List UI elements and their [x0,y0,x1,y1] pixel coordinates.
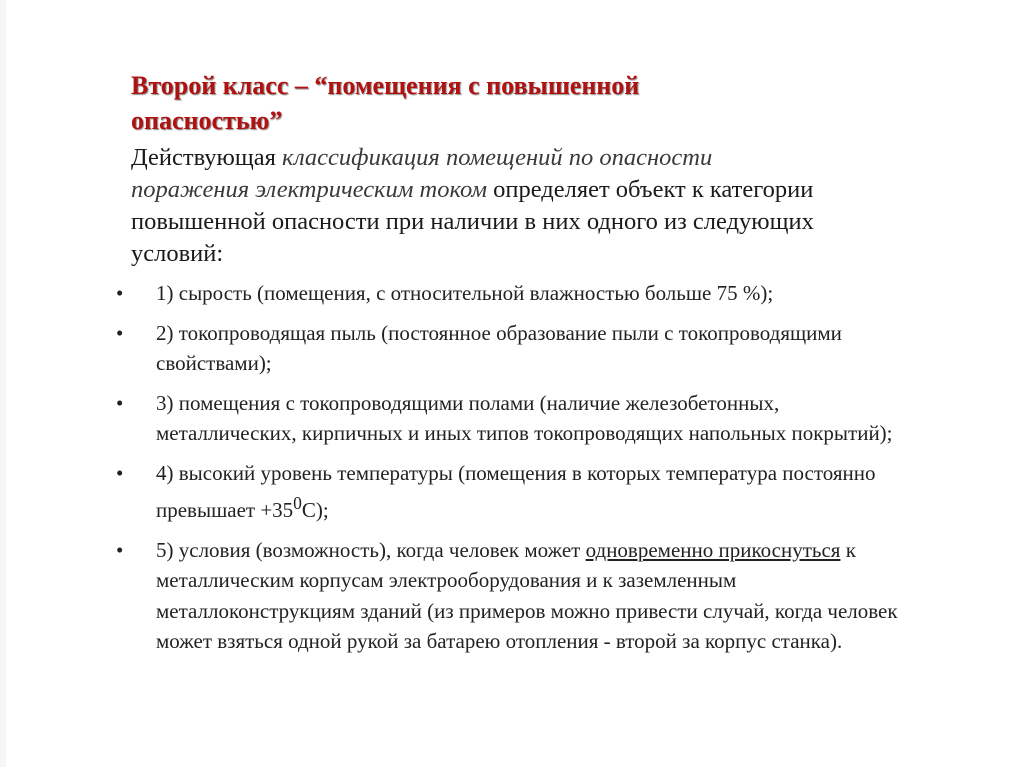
bullet-icon: • [116,460,124,485]
intro-paragraph [131,142,891,270]
bullet-icon: • [116,281,124,305]
title-line-2: опасностью” [131,106,283,135]
underlined-phrase: одновременно прикоснуться [585,537,841,562]
list-item-text-end: к металлическим корпусам электрооборудования и к заземленным металлоконструкциям зданий (из примеров можно привести случай, когда человек может взяться одной рукой за батарею отопления - второй за корпус станка). [156,537,898,653]
list-item [0,458,901,526]
list-item [0,535,901,657]
list-item-text: 2) токопроводящая пыль (постоянное образование пыли с токопроводящими свойствами); [156,320,842,375]
bullet-icon: • [116,390,124,415]
list-item [0,318,901,379]
list-item-text-end: С); [301,498,329,522]
intro-text-end: определяет объект к категории повышенной опасности при наличии в них одного из следующих условий: [131,176,814,267]
list-item-text: 3) помещения с токопроводящими полами (наличие железобетонных, металлических, кирпичных и иных типов токопроводящих напольных покрытий); [156,390,893,445]
list-item-text: 5) условия (возможность), когда человек может [156,537,586,562]
slide-title [131,68,871,138]
intro-italic-2: поражения электрическим током [131,176,487,203]
conditions-list [0,278,1024,666]
intro-text-start: Действующая [131,144,282,171]
title-line-1: Второй класс – “помещения с повышенной [131,71,640,100]
bullet-icon: • [116,320,124,345]
list-item [0,278,901,309]
degree-superscript: 0 [293,493,302,513]
bullet-icon: • [116,537,124,562]
list-item-text: 4) высокий уровень температуры (помещения в которых температура постоянно превышает +35 [156,460,876,522]
intro-italic-1: классификация помещений по опасности [282,144,713,171]
list-item-text: 1) сырость (помещения, с относительной влажностью больше 75 %); [156,281,774,305]
list-item [0,388,901,449]
